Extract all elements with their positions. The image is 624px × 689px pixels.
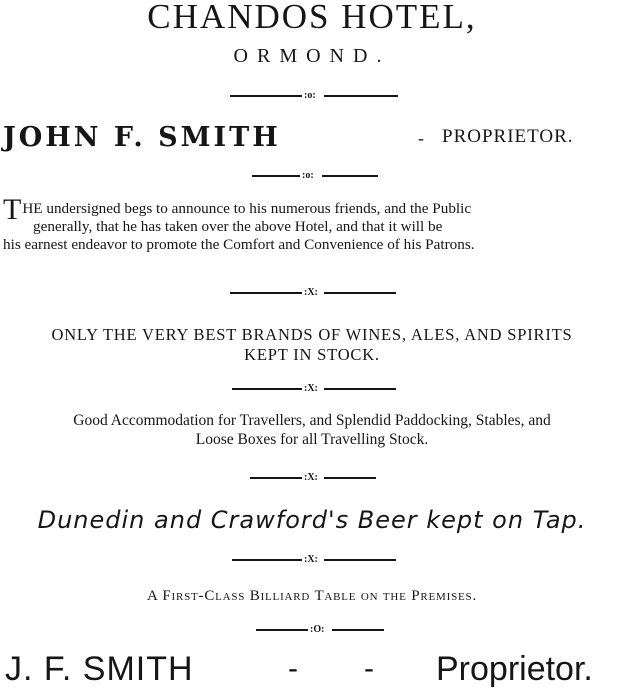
separator-rule	[232, 554, 396, 566]
announcement-line-2: generally, that he has taken over the above Hotel, and that it will be	[33, 218, 443, 235]
announcement-line-3: his earnest endeavor to promote the Comfort and Convenience of his Patrons.	[3, 236, 475, 253]
separator-rule	[232, 383, 396, 395]
proprietor-line	[0, 124, 624, 152]
footer-dash: -	[288, 652, 298, 685]
separator-mark: :o:	[304, 90, 316, 101]
proprietor-title: PROPRIETOR.	[442, 126, 574, 147]
billiard-notice: A First-Class Billiard Table on the Premises.	[146, 588, 477, 604]
brands-notice	[0, 325, 624, 365]
separator-mark: :X:	[304, 383, 318, 394]
brands-line-1: ONLY THE VERY BEST BRANDS OF WINES, ALES, AND SPIRITS	[51, 325, 573, 344]
brands-line-2: KEPT IN STOCK.	[244, 345, 380, 364]
separator-mark: :O:	[310, 624, 325, 635]
proprietor-name: JOHN F. SMITH	[3, 122, 281, 153]
separator-rule	[230, 287, 396, 299]
separator-rule	[256, 624, 384, 636]
announcement-line-1: HE undersigned begs to announce to his numerous friends, and the Public	[22, 200, 472, 217]
hotel-title: CHANDOS HOTEL,	[147, 0, 477, 36]
separator-mark: :X:	[304, 554, 318, 565]
announcement-paragraph	[3, 193, 621, 254]
separator-rule	[230, 90, 398, 102]
proprietor-dash: -	[418, 128, 424, 148]
footer-proprietor	[0, 650, 624, 689]
hotel-location: ORMOND.	[233, 45, 391, 67]
footer-role: Proprietor.	[436, 650, 593, 688]
beer-notice: Dunedin and Crawford's Beer kept on Tap.	[37, 506, 587, 534]
accommodation-notice	[0, 411, 624, 449]
separator-mark: :o:	[302, 170, 314, 181]
separator-rule	[250, 472, 376, 484]
accommodation-line-2: Loose Boxes for all Travelling Stock.	[195, 431, 429, 448]
footer-dash: -	[364, 652, 374, 685]
accommodation-line-1: Good Accommodation for Travellers, and Splendid Paddocking, Stables, and	[73, 412, 551, 429]
footer-name: J. F. SMITH	[5, 650, 194, 688]
separator-mark: :X:	[304, 472, 318, 483]
separator-rule	[252, 170, 378, 182]
drop-cap: T	[3, 193, 22, 226]
separator-mark: :X:	[304, 287, 318, 298]
